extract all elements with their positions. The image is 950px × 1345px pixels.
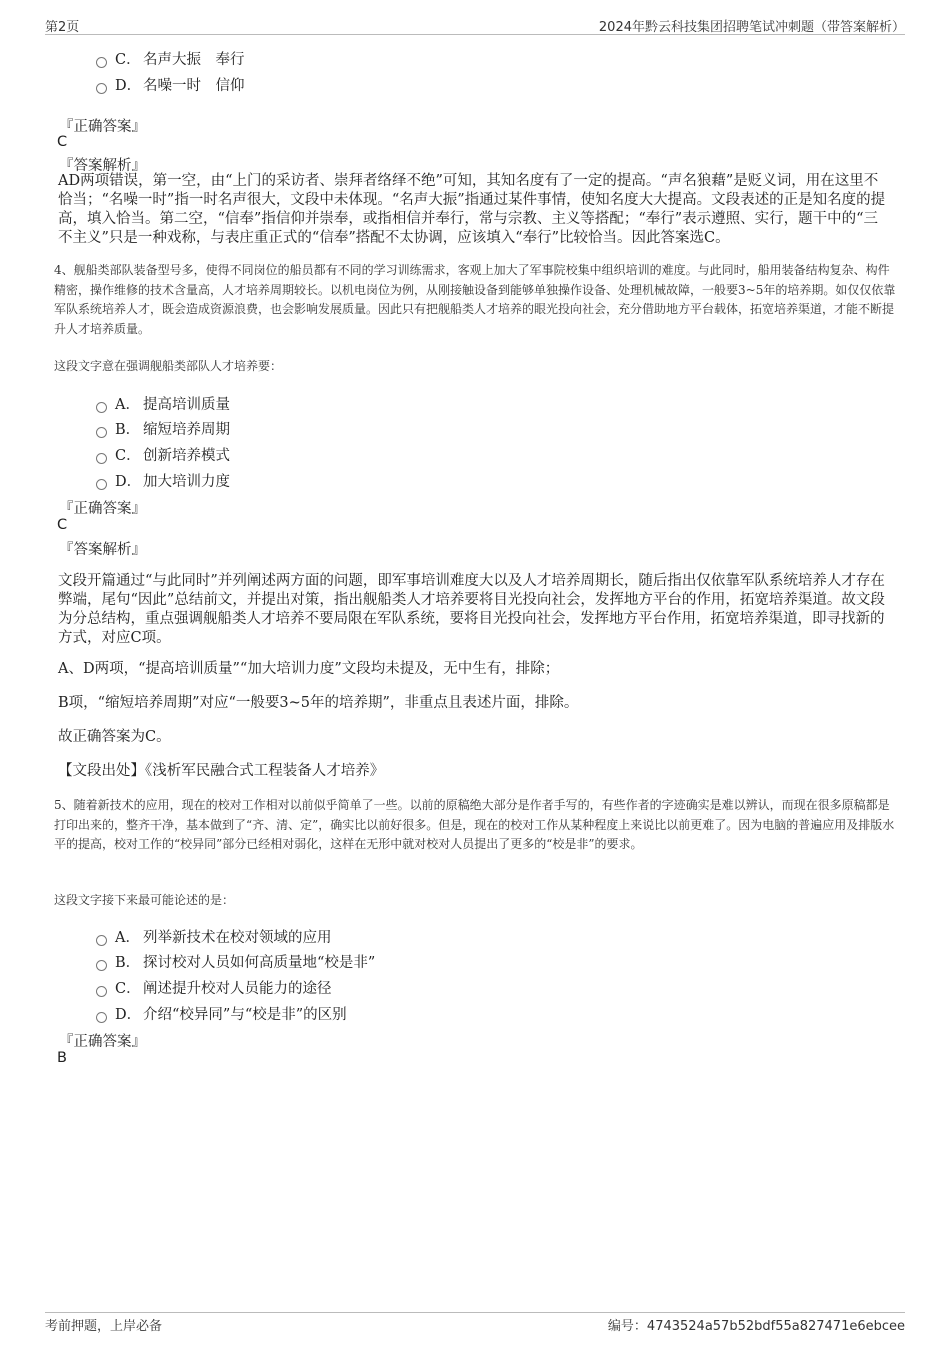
q4-option-b[interactable]: B． 缩短培养周期 [96, 418, 230, 439]
radio-icon[interactable] [96, 479, 107, 490]
q4-analysis-p3: B项，“缩短培养周期”对应“一般要3~5年的培养期”，非重点且表述片面，排除。 [58, 695, 579, 711]
q5-question: 5、随着新技术的应用，现在的校对工作相对以前似乎简单了一些。以前的原稿绝大部分是作者手写的，有些作者的字迹确实是难以辨认，而现在很多原稿都是打印出来的，整齐干净，基本做到了“齐、清、定”，确实比以前好很多。但是，现在的校对工作从某种程度上来说比以前更难了。因为电脑的普遍应用及排版水平的提高，校对工作的“校异同”部分已经相对弱化，这样在无形中就对校对人员提出了更多的“校是非”的要求。 [54, 798, 895, 851]
radio-icon[interactable] [96, 402, 107, 413]
q5-option-d[interactable]: D． 介绍“校异同”与“校是非”的区别 [96, 1003, 347, 1024]
radio-icon[interactable] [96, 986, 107, 997]
q4-answer-label: 『正确答案』 [59, 501, 146, 517]
page-header [45, 14, 905, 35]
q3-analysis-label: 『答案解析』 [59, 158, 146, 174]
q5-option-a[interactable]: A． 列举新技术在校对领域的应用 [96, 926, 332, 947]
q5-option-c[interactable]: C． 阐述提升校对人员能力的途径 [96, 977, 332, 998]
q4-question: 4、舰船类部队装备型号多，使得不同岗位的船员都有不同的学习训练需求，客观上加大了军事院校集中组织培训的难度。与此同时，船用装备结构复杂、构件精密，操作维修的技术含量高，人才培养周期较长。以机电岗位为例，从刚接触设备到能够单独操作设备、处理机械故障，一般要3~5年的培养期。如仅仅依靠军队系统培养人才，既会造成资源浪费，也会影响发展质量。因此只有把舰船类人才培养的眼光投向社会，充分借助地方平台载体，拓宽培养渠道，才能不断提升人才培养质量。 [54, 263, 896, 336]
q4-option-d[interactable]: D． 加大培训力度 [96, 470, 230, 491]
q4-option-a[interactable]: A． 提高培训质量 [96, 393, 230, 414]
document-id: 编号：4743524a57b52bdf55a827471e6ebcee [607, 1319, 905, 1334]
q4-analysis-p2: A、D两项，“提高培训质量”“加大培训力度”文段均未提及，无中生有，排除； [58, 661, 560, 677]
footer-slogan: 考前押题，上岸必备 [45, 1319, 163, 1334]
radio-icon[interactable] [96, 960, 107, 971]
radio-icon[interactable] [96, 935, 107, 946]
radio-icon[interactable] [96, 83, 107, 94]
q3-option-c[interactable]: C． 名声大振 奉行 [96, 48, 245, 69]
radio-icon[interactable] [96, 427, 107, 438]
page-footer [45, 1312, 905, 1335]
q4-stem: 这段文字意在强调舰船类部队人才培养要： [54, 359, 283, 373]
q4-analysis-p1: 文段开篇通过“与此同时”并列阐述两方面的问题，即军事培训难度大以及人才培养周期长，随后指出仅依靠军队系统培养人才存在弊端，尾句“因此”总结前文，并提出对策，指出舰船类人才培养要将目光投向社会，发挥地方平台的作用，拓宽培养渠道。故文段为分总结构，重点强调舰船类人才培养不要局限在军队系统，要将目光投向社会，发挥地方平台作用，拓宽培养渠道，即寻找新的方式，对应C项。 [58, 573, 885, 646]
document-title: 2024年黔云科技集团招聘笔试冲刺题（带答案解析） [598, 20, 905, 35]
q5-answer-label: 『正确答案』 [59, 1034, 146, 1050]
q4-option-c[interactable]: C． 创新培养模式 [96, 444, 230, 465]
page-number: 第2页 [45, 20, 80, 35]
q3-answer: C [57, 134, 68, 150]
q5-stem: 这段文字接下来最可能论述的是： [54, 893, 235, 907]
q4-answer: C [57, 517, 68, 533]
q5-option-b[interactable]: B． 探讨校对人员如何高质量地“校是非” [96, 951, 375, 972]
radio-icon[interactable] [96, 1012, 107, 1023]
radio-icon[interactable] [96, 453, 107, 464]
q3-answer-label: 『正确答案』 [59, 119, 146, 135]
q3-analysis: AD两项错误，第一空，由“上门的采访者、崇拜者络绎不绝”可知，其知名度有了一定的提高。“声名狼藉”是贬义词，用在这里不恰当；“名噪一时”指一时名声很大，文段中未体现。“名声大振”指通过某件事情，使知名度大大提高。文段表述的正是知名度的提高，填入恰当。第二空，“信奉”指信仰并崇奉，或指相信并奉行，常与宗教、主义等搭配；“奉行”表示遵照、实行，题干中的“三不主义”只是一种戏称，与表庄重正式的“信奉”搭配不太协调，应该填入“奉行”比较恰当。因此答案选C。 [58, 173, 886, 246]
q4-source: 【文段出处】《浅析军民融合式工程装备人才培养》 [58, 763, 385, 779]
radio-icon[interactable] [96, 57, 107, 68]
q4-analysis-p4: 故正确答案为C。 [58, 729, 171, 745]
q3-option-d[interactable]: D． 名噪一时 信仰 [96, 74, 245, 95]
q5-answer: B [57, 1050, 67, 1066]
q4-analysis-label: 『答案解析』 [59, 542, 146, 558]
